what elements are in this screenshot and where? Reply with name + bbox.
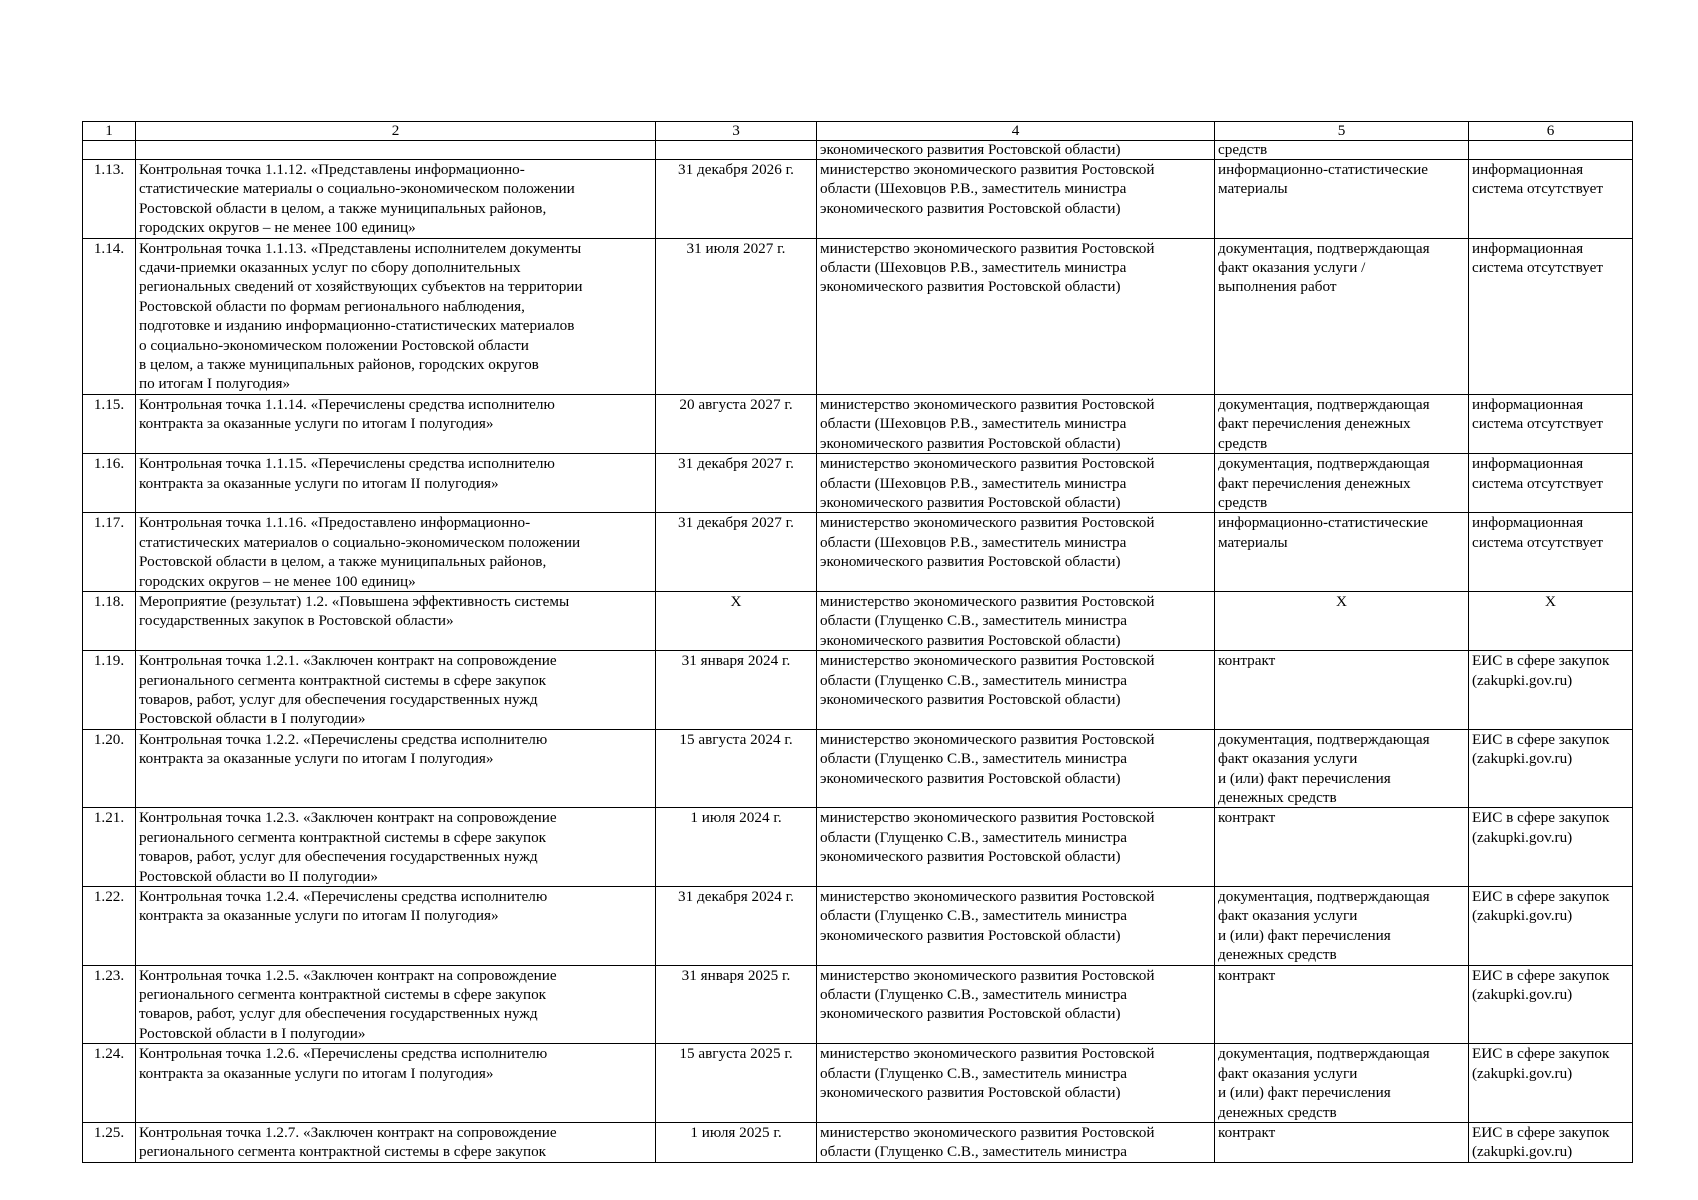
- description-line: контракта за оказанные услуги по итогам I полугодия»: [139, 750, 494, 768]
- table-row: [83, 1122, 1633, 1162]
- info-system-cell: [1469, 591, 1633, 650]
- document-type-line: документация, подтверждающая: [1218, 730, 1430, 748]
- table-row: [83, 160, 1633, 239]
- info-system-cell: [1469, 238, 1633, 394]
- info-system-line: информационная: [1472, 161, 1584, 178]
- document-type-line: контракт: [1218, 966, 1276, 984]
- info-system-line: (zakupki.gov.ru): [1472, 907, 1573, 925]
- description-line: Контрольная точка 1.2.4. «Перечислены средства исполнителю: [139, 888, 548, 906]
- description-line: товаров, работ, услуг для обеспечения государственных нужд: [139, 1005, 538, 1023]
- info-system-cell: [1469, 965, 1633, 1044]
- document-type-line: контракт: [1218, 1123, 1276, 1141]
- info-system-line: система отсутствует: [1472, 180, 1604, 198]
- document-type-line: факт перечисления денежных: [1218, 474, 1411, 492]
- document-type-line: документация, подтверждающая: [1218, 239, 1430, 257]
- document-type-line: информационно-статистические: [1218, 161, 1428, 178]
- responsible-cell: экономического развития Ростовской области): [817, 141, 1215, 160]
- document-type-line: и (или) факт перечисления: [1218, 1084, 1391, 1102]
- table-row: [83, 591, 1633, 650]
- document-type-line: денежных средств: [1218, 1103, 1337, 1121]
- description-line: контракта за оказанные услуги по итогам II полугодия»: [139, 474, 499, 492]
- document-type-line: и (или) факт перечисления: [1218, 769, 1391, 787]
- responsible-cell: [817, 591, 1215, 650]
- description-line: Контрольная точка 1.1.12. «Представлены информационно-: [139, 161, 525, 178]
- description-line: сдачи-приемки оказанных услуг по сбору дополнительных: [139, 259, 521, 277]
- info-system-line: ЕИС в сфере закупок: [1472, 888, 1610, 906]
- info-system-line: система отсутствует: [1472, 259, 1604, 277]
- column-number: 2: [136, 122, 656, 141]
- info-system-line: система отсутствует: [1472, 415, 1604, 433]
- info-system-line: информационная: [1472, 395, 1584, 413]
- column-number-row: [83, 122, 1633, 141]
- deadline-cell: [656, 141, 817, 160]
- responsible-line: министерство экономического развития Ростовской: [820, 730, 1155, 748]
- info-system-line: ЕИС в сфере закупок: [1472, 652, 1610, 670]
- document-type-line: факт оказания услуги: [1218, 750, 1358, 768]
- responsible-line: области (Шеховцов Р.В., заместитель министра: [820, 415, 1127, 433]
- document-type-cell: [1215, 591, 1469, 650]
- table-row: [83, 454, 1633, 513]
- document-type-line: денежных средств: [1218, 946, 1337, 964]
- deadline-cell: 1 июля 2024 г.: [656, 808, 817, 887]
- table-row: [83, 394, 1633, 453]
- responsible-cell: [817, 887, 1215, 966]
- responsible-line: области (Шеховцов Р.В., заместитель министра: [820, 533, 1127, 551]
- responsible-line: экономического развития Ростовской области): [820, 553, 1121, 571]
- description-cell: [136, 160, 656, 239]
- document-type-line: факт оказания услуги: [1218, 1064, 1358, 1082]
- description-cell: [136, 513, 656, 592]
- description-line: Контрольная точка 1.2.5. «Заключен контракт на сопровождение: [139, 966, 557, 984]
- responsible-cell: [817, 454, 1215, 513]
- description-line: Мероприятие (результат) 1.2. «Повышена эффективность системы: [139, 592, 570, 610]
- responsible-line: экономического развития Ростовской области): [820, 199, 1121, 217]
- table-row: [83, 965, 1633, 1044]
- deadline-cell: 31 декабря 2027 г.: [656, 513, 817, 592]
- info-system-line: информационная: [1472, 239, 1584, 257]
- description-line: городских округов – не менее 100 единиц»: [139, 219, 416, 237]
- description-line: Ростовской области в целом, а также муниципальных районов,: [139, 553, 547, 571]
- description-line: Ростовской области в I полугодии»: [139, 1024, 366, 1042]
- document-type-cell: [1215, 513, 1469, 592]
- responsible-cell: [817, 394, 1215, 453]
- document-type-cell: [1215, 887, 1469, 966]
- responsible-line: министерство экономического развития Ростовской: [820, 239, 1155, 257]
- responsible-line: экономического развития Ростовской области): [820, 848, 1121, 866]
- deadline-cell: 1 июля 2025 г.: [656, 1122, 817, 1162]
- description-line: в целом, а также муниципальных районов, городских округов: [139, 356, 539, 374]
- info-system-cell: [1469, 729, 1633, 808]
- description-cell: [136, 591, 656, 650]
- deadline-cell: 31 декабря 2024 г.: [656, 887, 817, 966]
- deadline-cell: 15 августа 2024 г.: [656, 729, 817, 808]
- deadline-cell: 31 декабря 2027 г.: [656, 454, 817, 513]
- document-type-line: документация, подтверждающая: [1218, 1045, 1430, 1063]
- description-line: Контрольная точка 1.2.6. «Перечислены средства исполнителю: [139, 1045, 548, 1063]
- responsible-line: министерство экономического развития Ростовской: [820, 161, 1155, 178]
- responsible-line: министерство экономического развития Ростовской: [820, 1045, 1155, 1063]
- document-type-cell: [1215, 1122, 1469, 1162]
- row-number-cell: 1.19.: [83, 651, 136, 730]
- info-system-line: система отсутствует: [1472, 474, 1604, 492]
- deadline-cell: 31 июля 2027 г.: [656, 238, 817, 394]
- description-cell: [136, 808, 656, 887]
- responsible-line: экономического развития Ростовской области): [820, 493, 1121, 511]
- responsible-line: экономического развития Ростовской области): [820, 769, 1121, 787]
- document-type-line: документация, подтверждающая: [1218, 888, 1430, 906]
- responsible-line: министерство экономического развития Ростовской: [820, 1123, 1155, 1141]
- description-line: по итогам I полугодия»: [139, 375, 291, 393]
- responsible-line: области (Шеховцов Р.В., заместитель министра: [820, 259, 1127, 277]
- description-line: государственных закупок в Ростовской области»: [139, 612, 454, 630]
- column-number: 5: [1215, 122, 1469, 141]
- deadline-cell: 20 августа 2027 г.: [656, 394, 817, 453]
- row-number-cell: 1.21.: [83, 808, 136, 887]
- description-line: Ростовской области в I полугодии»: [139, 710, 366, 728]
- row-number-cell: 1.13.: [83, 160, 136, 239]
- info-system-line: (zakupki.gov.ru): [1472, 1143, 1573, 1161]
- row-number-cell: 1.24.: [83, 1044, 136, 1123]
- info-system-cell: [1469, 141, 1633, 160]
- column-number: 6: [1469, 122, 1633, 141]
- deadline-cell: 31 декабря 2026 г.: [656, 160, 817, 239]
- description-cell: [136, 729, 656, 808]
- document-type-cell: [1215, 651, 1469, 730]
- description-line: о социально-экономическом положении Ростовской области: [139, 336, 529, 354]
- info-system-line: информационная: [1472, 455, 1584, 473]
- responsible-line: области (Глущенко С.В., заместитель министра: [820, 671, 1127, 689]
- deadline-cell: X: [656, 591, 817, 650]
- responsible-cell: [817, 651, 1215, 730]
- description-cell: [136, 651, 656, 730]
- responsible-line: экономического развития Ростовской области): [820, 690, 1121, 708]
- description-cell: [136, 394, 656, 453]
- document-type-line: информационно-статистические: [1218, 514, 1428, 532]
- responsible-line: экономического развития Ростовской области): [820, 631, 1121, 649]
- document-type-line: и (или) факт перечисления: [1218, 926, 1391, 944]
- description-line: регионального сегмента контрактной системы в сфере закупок: [139, 1143, 547, 1161]
- responsible-cell: [817, 160, 1215, 239]
- table-row: [83, 729, 1633, 808]
- description-line: товаров, работ, услуг для обеспечения государственных нужд: [139, 690, 538, 708]
- document-type-line: выполнения работ: [1218, 278, 1337, 296]
- info-system-cell: [1469, 808, 1633, 887]
- description-cell: [136, 238, 656, 394]
- responsible-line: министерство экономического развития Ростовской: [820, 652, 1155, 670]
- document-type-line: контракт: [1218, 652, 1276, 670]
- document-type-cell: [1215, 808, 1469, 887]
- description-line: регионального сегмента контрактной системы в сфере закупок: [139, 828, 547, 846]
- responsible-cell: [817, 513, 1215, 592]
- row-number-cell: 1.25.: [83, 1122, 136, 1162]
- responsible-cell: [817, 238, 1215, 394]
- description-cell: [136, 1044, 656, 1123]
- description-line: контракта за оказанные услуги по итогам I полугодия»: [139, 415, 494, 433]
- document-type-cell: [1215, 729, 1469, 808]
- document-type-line: материалы: [1218, 180, 1288, 198]
- responsible-line: экономического развития Ростовской области): [820, 1084, 1121, 1102]
- responsible-line: министерство экономического развития Ростовской: [820, 514, 1155, 532]
- responsible-line: министерство экономического развития Ростовской: [820, 592, 1155, 610]
- info-system-line: ЕИС в сфере закупок: [1472, 809, 1610, 827]
- document-type-line: средств: [1218, 493, 1268, 511]
- info-system-line: информационная: [1472, 514, 1584, 532]
- description-line: региональных сведений от хозяйствующих субъектов на территории: [139, 278, 583, 296]
- table-row: [83, 887, 1633, 966]
- document-type-cell: [1215, 1044, 1469, 1123]
- info-system-cell: [1469, 394, 1633, 453]
- column-number: 1: [83, 122, 136, 141]
- responsible-line: области (Глущенко С.В., заместитель министра: [820, 828, 1127, 846]
- row-number-cell: 1.20.: [83, 729, 136, 808]
- description-line: контракта за оказанные услуги по итогам II полугодия»: [139, 907, 499, 925]
- info-system-cell: [1469, 513, 1633, 592]
- responsible-cell: [817, 1122, 1215, 1162]
- deadline-cell: 31 января 2024 г.: [656, 651, 817, 730]
- info-system-cell: [1469, 1122, 1633, 1162]
- document-type-cell: [1215, 965, 1469, 1044]
- responsible-line: министерство экономического развития Ростовской: [820, 455, 1155, 473]
- description-line: Контрольная точка 1.2.7. «Заключен контракт на сопровождение: [139, 1123, 557, 1141]
- row-number-cell: 1.15.: [83, 394, 136, 453]
- table-row: [83, 651, 1633, 730]
- document-type-line: контракт: [1218, 809, 1276, 827]
- description-line: Ростовской области в целом, а также муниципальных районов,: [139, 199, 547, 217]
- table-row: [83, 513, 1633, 592]
- info-system-line: (zakupki.gov.ru): [1472, 671, 1573, 689]
- row-number-cell: 1.14.: [83, 238, 136, 394]
- document-type-line: факт оказания услуги: [1218, 907, 1358, 925]
- responsible-line: министерство экономического развития Ростовской: [820, 966, 1155, 984]
- row-number-cell: 1.23.: [83, 965, 136, 1044]
- responsible-line: области (Глущенко С.В., заместитель министра: [820, 986, 1127, 1004]
- responsible-cell: [817, 729, 1215, 808]
- info-system-line: ЕИС в сфере закупок: [1472, 966, 1610, 984]
- info-system-line: ЕИС в сфере закупок: [1472, 1045, 1610, 1063]
- description-line: регионального сегмента контрактной системы в сфере закупок: [139, 671, 547, 689]
- info-system-cell: [1469, 651, 1633, 730]
- description-line: статистические материалы о социально-экономическом положении: [139, 180, 575, 198]
- description-line: подготовке и изданию информационно-статистических материалов: [139, 317, 575, 335]
- responsible-line: области (Глущенко С.В., заместитель министра: [820, 612, 1127, 630]
- continuation-row: [83, 141, 1633, 160]
- description-cell: [136, 1122, 656, 1162]
- responsible-line: области (Глущенко С.В., заместитель министра: [820, 907, 1127, 925]
- row-number-cell: 1.17.: [83, 513, 136, 592]
- row-number-cell: 1.16.: [83, 454, 136, 513]
- responsible-line: области (Глущенко С.В., заместитель министра: [820, 1143, 1127, 1161]
- description-line: статистических материалов о социально-экономическом положении: [139, 533, 581, 551]
- description-line: Контрольная точка 1.1.13. «Представлены исполнителем документы: [139, 239, 582, 257]
- deadline-cell: 31 января 2025 г.: [656, 965, 817, 1044]
- description-line: товаров, работ, услуг для обеспечения государственных нужд: [139, 848, 538, 866]
- document-type-line: документация, подтверждающая: [1218, 455, 1430, 473]
- info-system-line: (zakupki.gov.ru): [1472, 986, 1573, 1004]
- document-type-line: факт оказания услуги /: [1218, 259, 1366, 277]
- document-type-line: документация, подтверждающая: [1218, 395, 1430, 413]
- description-line: Контрольная точка 1.2.3. «Заключен контракт на сопровождение: [139, 809, 557, 827]
- info-system-cell: [1469, 160, 1633, 239]
- description-cell: [136, 887, 656, 966]
- description-line: городских округов – не менее 100 единиц»: [139, 572, 416, 590]
- responsible-line: области (Шеховцов Р.В., заместитель министра: [820, 474, 1127, 492]
- description-line: Ростовской области по формам регионального наблюдения,: [139, 297, 525, 315]
- description-line: регионального сегмента контрактной системы в сфере закупок: [139, 986, 547, 1004]
- responsible-cell: [817, 808, 1215, 887]
- info-system-line: X: [1545, 592, 1556, 610]
- document-page: [82, 121, 1632, 1163]
- info-system-line: система отсутствует: [1472, 533, 1604, 551]
- description-line: Контрольная точка 1.1.14. «Перечислены средства исполнителю: [139, 395, 555, 413]
- deadline-cell: 15 августа 2025 г.: [656, 1044, 817, 1123]
- table-row: [83, 1044, 1633, 1123]
- description-line: Контрольная точка 1.1.15. «Перечислены средства исполнителю: [139, 455, 555, 473]
- document-type-cell: средств: [1215, 141, 1469, 160]
- info-system-line: (zakupki.gov.ru): [1472, 1064, 1573, 1082]
- document-type-cell: [1215, 394, 1469, 453]
- responsible-line: министерство экономического развития Ростовской: [820, 888, 1155, 906]
- row-number-cell: [83, 141, 136, 160]
- info-system-line: ЕИС в сфере закупок: [1472, 730, 1610, 748]
- responsible-line: области (Глущенко С.В., заместитель министра: [820, 1064, 1127, 1082]
- description-line: Ростовской области во II полугодии»: [139, 867, 378, 885]
- info-system-line: ЕИС в сфере закупок: [1472, 1123, 1610, 1141]
- description-cell: [136, 141, 656, 160]
- responsible-line: области (Глущенко С.В., заместитель министра: [820, 750, 1127, 768]
- info-system-cell: [1469, 887, 1633, 966]
- column-number: 3: [656, 122, 817, 141]
- description-line: Контрольная точка 1.2.1. «Заключен контракт на сопровождение: [139, 652, 557, 670]
- control-points-table: [82, 121, 1633, 1163]
- responsible-line: экономического развития Ростовской области): [820, 434, 1121, 452]
- responsible-line: министерство экономического развития Ростовской: [820, 809, 1155, 827]
- info-system-line: (zakupki.gov.ru): [1472, 828, 1573, 846]
- info-system-cell: [1469, 454, 1633, 513]
- document-type-line: X: [1336, 592, 1347, 610]
- responsible-line: области (Шеховцов Р.В., заместитель министра: [820, 180, 1127, 198]
- description-cell: [136, 965, 656, 1044]
- responsible-cell: [817, 1044, 1215, 1123]
- document-type-line: факт перечисления денежных: [1218, 415, 1411, 433]
- responsible-line: экономического развития Ростовской области): [820, 1005, 1121, 1023]
- document-type-line: денежных средств: [1218, 789, 1337, 806]
- info-system-cell: [1469, 1044, 1633, 1123]
- description-line: Контрольная точка 1.1.16. «Предоставлено информационно-: [139, 514, 531, 532]
- document-type-cell: [1215, 238, 1469, 394]
- description-cell: [136, 454, 656, 513]
- row-number-cell: 1.18.: [83, 591, 136, 650]
- responsible-cell: [817, 965, 1215, 1044]
- document-type-line: материалы: [1218, 533, 1288, 551]
- table-row: [83, 238, 1633, 394]
- description-line: контракта за оказанные услуги по итогам I полугодия»: [139, 1064, 494, 1082]
- row-number-cell: 1.22.: [83, 887, 136, 966]
- table-row: [83, 808, 1633, 887]
- responsible-line: экономического развития Ростовской области): [820, 926, 1121, 944]
- description-line: Контрольная точка 1.2.2. «Перечислены средства исполнителю: [139, 730, 548, 748]
- info-system-line: (zakupki.gov.ru): [1472, 750, 1573, 768]
- document-type-cell: [1215, 454, 1469, 513]
- document-type-cell: [1215, 160, 1469, 239]
- column-number: 4: [817, 122, 1215, 141]
- document-type-line: средств: [1218, 434, 1268, 452]
- responsible-line: министерство экономического развития Ростовской: [820, 395, 1155, 413]
- responsible-line: экономического развития Ростовской области): [820, 278, 1121, 296]
